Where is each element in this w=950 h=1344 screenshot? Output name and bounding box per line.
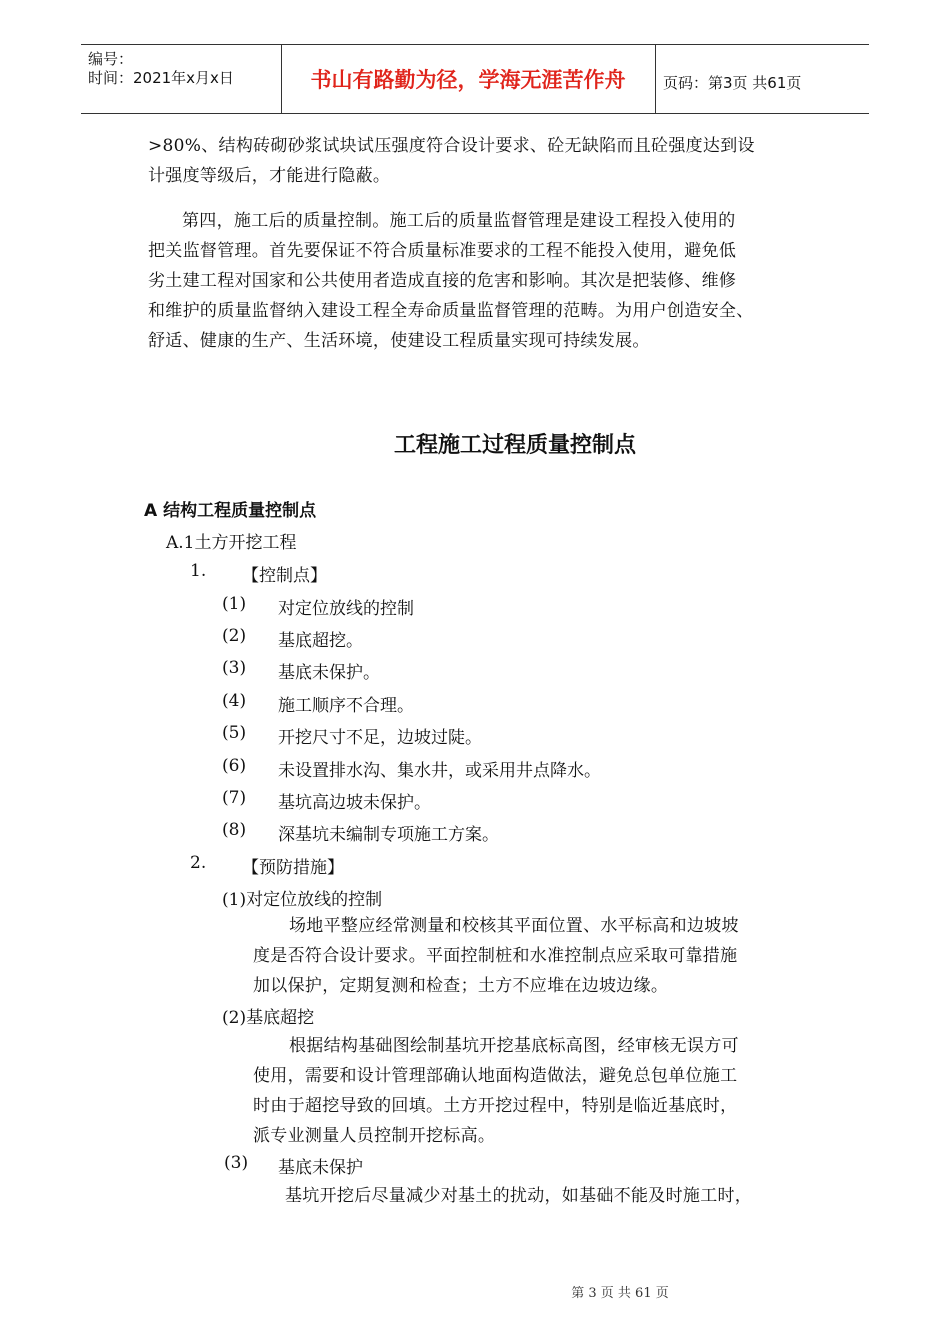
number-label: 编号： xyxy=(88,50,134,68)
list-item-number: (1) xyxy=(222,594,247,614)
text-line: 第四，施工后的质量控制。施工后的质量监督管理是建设工程投入使用的 xyxy=(182,211,736,231)
measure-number: (3) xyxy=(224,1153,249,1173)
list-item-number: (6) xyxy=(222,756,247,776)
item-label: 【预防措施】 xyxy=(242,858,344,878)
list-item-number: (2) xyxy=(222,626,247,646)
item-label: 【控制点】 xyxy=(242,566,327,586)
measure-paragraph xyxy=(253,1031,739,1151)
list-item: 施工顺序不合理。 xyxy=(278,696,414,716)
measure-paragraph: 基坑开挖后尽量减少对基土的扰动，如基础不能及时施工时， xyxy=(285,1186,753,1206)
list-item-number: (5) xyxy=(222,723,247,743)
text-line: 场地平整应经常测量和校核其平面位置、水平标高和边坡坡 xyxy=(289,916,739,936)
list-item: 基坑高边坡未保护。 xyxy=(278,793,431,813)
list-item: 基底未保护。 xyxy=(278,663,380,683)
text-line: 把关监督管理。首先要保证不符合质量标准要求的工程不能投入使用，避免低 xyxy=(148,241,737,261)
header-bottom-border xyxy=(81,113,869,114)
intro-paragraph-1 xyxy=(148,131,755,191)
page-footer: 第 3 页 共 61 页 xyxy=(571,1286,669,1301)
header-top-border xyxy=(81,44,869,45)
document-title: 工程施工过程质量控制点 xyxy=(393,433,636,458)
subsection-heading: A.1土方开挖工程 xyxy=(166,533,297,553)
text-line: 派专业测量人员控制开挖标高。 xyxy=(253,1126,496,1146)
page-info: 页码：第3页 共61页 xyxy=(663,74,802,92)
list-item-number: (3) xyxy=(222,658,247,678)
measure-paragraph xyxy=(253,911,739,1001)
list-item: 基底超挖。 xyxy=(278,631,363,651)
text-line: 时由于超挖导致的回填。土方开挖过程中，特别是临近基底时， xyxy=(253,1096,738,1116)
list-item: 对定位放线的控制 xyxy=(278,599,414,619)
text-line: 加以保护，定期复测和检查；土方不应堆在边坡边缘。 xyxy=(253,976,669,996)
text-line: 使用，需要和设计管理部确认地面构造做法，避免总包单位施工 xyxy=(253,1066,738,1086)
list-item: 深基坑未编制专项施工方案。 xyxy=(278,825,499,845)
measure-heading: (2)基底超挖 xyxy=(222,1008,315,1028)
header-divider-right xyxy=(655,44,656,114)
text-line: 计强度等级后，才能进行隐蔽。 xyxy=(148,166,391,186)
item-number: 2. xyxy=(190,853,207,873)
text-line: >80%、结构砖砌砂浆试块试压强度符合设计要求、砼无缺陷而且砼强度达到设 xyxy=(148,136,755,156)
text-line: 劣土建工程对国家和公共使用者造成直接的危害和影响。其次是把装修、维修 xyxy=(148,271,737,291)
list-item: 未设置排水沟、集水井，或采用井点降水。 xyxy=(278,761,601,781)
measure-heading: (1)对定位放线的控制 xyxy=(222,890,383,910)
section-heading: A 结构工程质量控制点 xyxy=(144,501,317,521)
motto-text: 书山有路勤为径，学海无涯苦作舟 xyxy=(310,68,626,92)
list-item: 开挖尺寸不足，边坡过陡。 xyxy=(278,728,482,748)
item-number: 1. xyxy=(190,561,207,581)
list-item-number: (8) xyxy=(222,820,247,840)
header-divider-left xyxy=(281,44,282,114)
measure-heading: 基底未保护 xyxy=(278,1158,363,1178)
intro-paragraph-2 xyxy=(148,206,754,356)
text-line: 根据结构基础图绘制基坑开挖基底标高图，经审核无误方可 xyxy=(289,1036,739,1056)
text-line: 度是否符合设计要求。平面控制桩和水准控制点应采取可靠措施 xyxy=(253,946,738,966)
list-item-number: (7) xyxy=(222,788,247,808)
list-item-number: (4) xyxy=(222,691,247,711)
text-line: 舒适、健康的生产、生活环境，使建设工程质量实现可持续发展。 xyxy=(148,331,650,351)
time-label: 时间：2021年x月x日 xyxy=(88,69,234,87)
text-line: 和维护的质量监督纳入建设工程全寿命质量监督管理的范畴。为用户创造安全、 xyxy=(148,301,754,321)
